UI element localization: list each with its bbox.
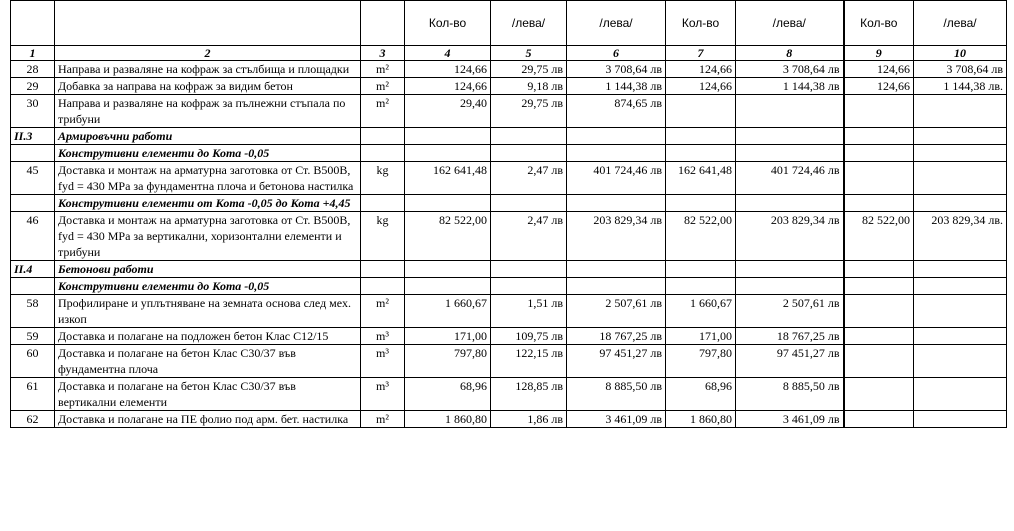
table-row bbox=[11, 162, 1007, 195]
item-total: 97 451,27 лв bbox=[567, 345, 666, 378]
column-number: 10 bbox=[914, 46, 1007, 61]
item-total-2: 401 724,46 лв bbox=[736, 162, 844, 195]
empty-cell bbox=[844, 145, 914, 162]
item-total: 1 144,38 лв bbox=[567, 78, 666, 95]
empty-cell bbox=[361, 278, 405, 295]
item-total-2: 1 144,38 лв bbox=[736, 78, 844, 95]
item-quantity: 29,40 bbox=[405, 95, 491, 128]
item-total-2: 3 708,64 лв bbox=[736, 61, 844, 78]
item-description: Направа и разваляне на кофраж за стълбища и площадки bbox=[55, 61, 361, 78]
section-number bbox=[11, 145, 55, 162]
item-quantity-2 bbox=[666, 95, 736, 128]
item-total-3: 1 144,38 лв. bbox=[914, 78, 1007, 95]
item-description: Доставка и полагане на бетон Клас C30/37 във вертикални елементи bbox=[55, 378, 361, 411]
item-total-2: 3 461,09 лв bbox=[736, 411, 844, 428]
header-labels-row bbox=[11, 1, 1007, 46]
empty-cell bbox=[736, 128, 844, 145]
empty-cell bbox=[491, 195, 567, 212]
empty-cell bbox=[567, 261, 666, 278]
section-row bbox=[11, 128, 1007, 145]
item-number: 30 bbox=[11, 95, 55, 128]
table-row bbox=[11, 295, 1007, 328]
empty-cell bbox=[666, 278, 736, 295]
section-title: Конструтивни елементи до Кота -0,05 bbox=[55, 278, 361, 295]
item-total-3 bbox=[914, 162, 1007, 195]
item-description: Доставка и полагане на ПЕ фолио под арм. бет. настилка bbox=[55, 411, 361, 428]
item-quantity-2: 171,00 bbox=[666, 328, 736, 345]
item-total: 3 461,09 лв bbox=[567, 411, 666, 428]
section-title: Армировъчни работи bbox=[55, 128, 361, 145]
table-row bbox=[11, 78, 1007, 95]
item-quantity-3: 124,66 bbox=[844, 78, 914, 95]
section-row bbox=[11, 278, 1007, 295]
item-number: 60 bbox=[11, 345, 55, 378]
item-number: 62 bbox=[11, 411, 55, 428]
item-description: Доставка и монтаж на арматурна заготовка от Ст. B500B, fyd = 430 MPa за вертикални, хоризонтални елементи и трибуни bbox=[55, 212, 361, 261]
empty-cell bbox=[405, 261, 491, 278]
column-number: 2 bbox=[55, 46, 361, 61]
header-label-qty3: Кол-во bbox=[844, 1, 914, 46]
item-total: 874,65 лв bbox=[567, 95, 666, 128]
item-quantity-3: 82 522,00 bbox=[844, 212, 914, 261]
item-unit-price: 109,75 лв bbox=[491, 328, 567, 345]
empty-cell bbox=[491, 128, 567, 145]
empty-cell bbox=[567, 128, 666, 145]
item-total-2: 2 507,61 лв bbox=[736, 295, 844, 328]
column-number: 4 bbox=[405, 46, 491, 61]
item-unit-price: 128,85 лв bbox=[491, 378, 567, 411]
item-quantity: 1 860,80 bbox=[405, 411, 491, 428]
item-unit: kg bbox=[361, 212, 405, 261]
empty-cell bbox=[405, 145, 491, 162]
item-quantity-2: 797,80 bbox=[666, 345, 736, 378]
item-unit: m³ bbox=[361, 378, 405, 411]
item-unit-price: 1,86 лв bbox=[491, 411, 567, 428]
empty-cell bbox=[666, 261, 736, 278]
section-title: Бетонови работи bbox=[55, 261, 361, 278]
section-title: Конструтивни елементи до Кота -0,05 bbox=[55, 145, 361, 162]
item-quantity: 797,80 bbox=[405, 345, 491, 378]
empty-cell bbox=[567, 195, 666, 212]
column-number: 3 bbox=[361, 46, 405, 61]
item-total: 18 767,25 лв bbox=[567, 328, 666, 345]
item-total-2: 203 829,34 лв bbox=[736, 212, 844, 261]
empty-cell bbox=[567, 278, 666, 295]
section-number bbox=[11, 195, 55, 212]
item-unit: m³ bbox=[361, 345, 405, 378]
column-number: 7 bbox=[666, 46, 736, 61]
item-description: Доставка и полагане на подложен бетон Клас C12/15 bbox=[55, 328, 361, 345]
section-row bbox=[11, 145, 1007, 162]
item-unit-price: 2,47 лв bbox=[491, 162, 567, 195]
empty-cell bbox=[736, 145, 844, 162]
empty-cell bbox=[567, 145, 666, 162]
empty-cell bbox=[405, 278, 491, 295]
empty-cell bbox=[914, 261, 1007, 278]
item-number: 59 bbox=[11, 328, 55, 345]
empty-cell bbox=[914, 278, 1007, 295]
item-number: 45 bbox=[11, 162, 55, 195]
item-unit: m² bbox=[361, 78, 405, 95]
item-quantity-3 bbox=[844, 328, 914, 345]
item-description: Направа и разваляне на кофраж за пълнежни стъпала по трибуни bbox=[55, 95, 361, 128]
empty-cell bbox=[914, 145, 1007, 162]
item-total-3 bbox=[914, 411, 1007, 428]
empty-cell bbox=[736, 261, 844, 278]
section-number: II.4 bbox=[11, 261, 55, 278]
item-unit: kg bbox=[361, 162, 405, 195]
table-row bbox=[11, 212, 1007, 261]
item-quantity-2: 1 860,80 bbox=[666, 411, 736, 428]
item-total: 8 885,50 лв bbox=[567, 378, 666, 411]
empty-cell bbox=[361, 195, 405, 212]
header-label bbox=[11, 1, 55, 46]
item-total-3 bbox=[914, 378, 1007, 411]
empty-cell bbox=[666, 145, 736, 162]
empty-cell bbox=[405, 195, 491, 212]
item-unit-price: 1,51 лв bbox=[491, 295, 567, 328]
empty-cell bbox=[361, 261, 405, 278]
empty-cell bbox=[491, 278, 567, 295]
empty-cell bbox=[844, 261, 914, 278]
header-label-total2: /лева/ bbox=[736, 1, 844, 46]
item-quantity-3 bbox=[844, 345, 914, 378]
item-quantity-2: 124,66 bbox=[666, 61, 736, 78]
item-description: Профилиране и уплътняване на земната основа след мех. изкоп bbox=[55, 295, 361, 328]
empty-cell bbox=[491, 261, 567, 278]
column-number: 6 bbox=[567, 46, 666, 61]
item-total-2 bbox=[736, 95, 844, 128]
column-number: 1 bbox=[11, 46, 55, 61]
item-total-2: 97 451,27 лв bbox=[736, 345, 844, 378]
item-total: 401 724,46 лв bbox=[567, 162, 666, 195]
item-total: 2 507,61 лв bbox=[567, 295, 666, 328]
column-numbers-row bbox=[11, 46, 1007, 61]
item-total-2: 8 885,50 лв bbox=[736, 378, 844, 411]
item-unit-price: 29,75 лв bbox=[491, 61, 567, 78]
header-label-qty2: Кол-во bbox=[666, 1, 736, 46]
header-label-qty: Кол-во bbox=[405, 1, 491, 46]
item-description: Доставка и полагане на бетон Клас C30/37 във фундаментна плоча bbox=[55, 345, 361, 378]
item-quantity-2: 68,96 bbox=[666, 378, 736, 411]
section-row bbox=[11, 261, 1007, 278]
empty-cell bbox=[844, 278, 914, 295]
table-row bbox=[11, 345, 1007, 378]
item-unit-price: 2,47 лв bbox=[491, 212, 567, 261]
item-quantity-3 bbox=[844, 411, 914, 428]
item-quantity: 68,96 bbox=[405, 378, 491, 411]
item-unit: m² bbox=[361, 295, 405, 328]
table-row bbox=[11, 411, 1007, 428]
item-unit: m² bbox=[361, 411, 405, 428]
empty-cell bbox=[914, 128, 1007, 145]
empty-cell bbox=[736, 195, 844, 212]
header-label bbox=[361, 1, 405, 46]
item-quantity-3 bbox=[844, 378, 914, 411]
item-description: Добавка за направа на кофраж за видим бетон bbox=[55, 78, 361, 95]
item-quantity: 124,66 bbox=[405, 61, 491, 78]
column-number: 8 bbox=[736, 46, 844, 61]
empty-cell bbox=[666, 128, 736, 145]
column-number: 9 bbox=[844, 46, 914, 61]
item-quantity-3 bbox=[844, 162, 914, 195]
section-number bbox=[11, 278, 55, 295]
item-quantity: 171,00 bbox=[405, 328, 491, 345]
item-quantity-2: 162 641,48 bbox=[666, 162, 736, 195]
section-title: Конструтивни елементи от Кота -0,05 до Кота +4,45 bbox=[55, 195, 361, 212]
quantity-bill-sheet bbox=[10, 0, 1007, 428]
empty-cell bbox=[736, 278, 844, 295]
item-quantity: 162 641,48 bbox=[405, 162, 491, 195]
item-quantity: 1 660,67 bbox=[405, 295, 491, 328]
item-quantity-2: 124,66 bbox=[666, 78, 736, 95]
item-unit: m² bbox=[361, 61, 405, 78]
column-number: 5 bbox=[491, 46, 567, 61]
item-total-3 bbox=[914, 295, 1007, 328]
item-quantity-3 bbox=[844, 295, 914, 328]
item-unit-price: 29,75 лв bbox=[491, 95, 567, 128]
section-number: II.3 bbox=[11, 128, 55, 145]
section-row bbox=[11, 195, 1007, 212]
item-quantity-2: 82 522,00 bbox=[666, 212, 736, 261]
header-label-total3: /лева/ bbox=[914, 1, 1007, 46]
table-row bbox=[11, 328, 1007, 345]
empty-cell bbox=[666, 195, 736, 212]
item-quantity: 124,66 bbox=[405, 78, 491, 95]
item-description: Доставка и монтаж на арматурна заготовка от Ст. B500B, fyd = 430 MPa за фундаментна плоча и бетонова настилка bbox=[55, 162, 361, 195]
item-quantity: 82 522,00 bbox=[405, 212, 491, 261]
item-number: 29 bbox=[11, 78, 55, 95]
item-unit: m³ bbox=[361, 328, 405, 345]
item-quantity-2: 1 660,67 bbox=[666, 295, 736, 328]
item-number: 28 bbox=[11, 61, 55, 78]
item-quantity-3: 124,66 bbox=[844, 61, 914, 78]
empty-cell bbox=[914, 195, 1007, 212]
empty-cell bbox=[844, 128, 914, 145]
empty-cell bbox=[361, 128, 405, 145]
header-label-price: /лева/ bbox=[491, 1, 567, 46]
item-unit-price: 9,18 лв bbox=[491, 78, 567, 95]
item-total-3: 203 829,34 лв. bbox=[914, 212, 1007, 261]
item-quantity-3 bbox=[844, 95, 914, 128]
item-total-2: 18 767,25 лв bbox=[736, 328, 844, 345]
empty-cell bbox=[405, 128, 491, 145]
item-number: 58 bbox=[11, 295, 55, 328]
empty-cell bbox=[361, 145, 405, 162]
item-total: 203 829,34 лв bbox=[567, 212, 666, 261]
bill-table bbox=[10, 0, 1007, 428]
table-row bbox=[11, 95, 1007, 128]
item-number: 46 bbox=[11, 212, 55, 261]
table-row bbox=[11, 378, 1007, 411]
item-total-3 bbox=[914, 95, 1007, 128]
empty-cell bbox=[491, 145, 567, 162]
item-number: 61 bbox=[11, 378, 55, 411]
header-label bbox=[55, 1, 361, 46]
header-label-total: /лева/ bbox=[567, 1, 666, 46]
item-total: 3 708,64 лв bbox=[567, 61, 666, 78]
item-total-3 bbox=[914, 345, 1007, 378]
item-unit-price: 122,15 лв bbox=[491, 345, 567, 378]
item-total-3: 3 708,64 лв bbox=[914, 61, 1007, 78]
table-row bbox=[11, 61, 1007, 78]
item-total-3 bbox=[914, 328, 1007, 345]
item-unit: m² bbox=[361, 95, 405, 128]
empty-cell bbox=[844, 195, 914, 212]
